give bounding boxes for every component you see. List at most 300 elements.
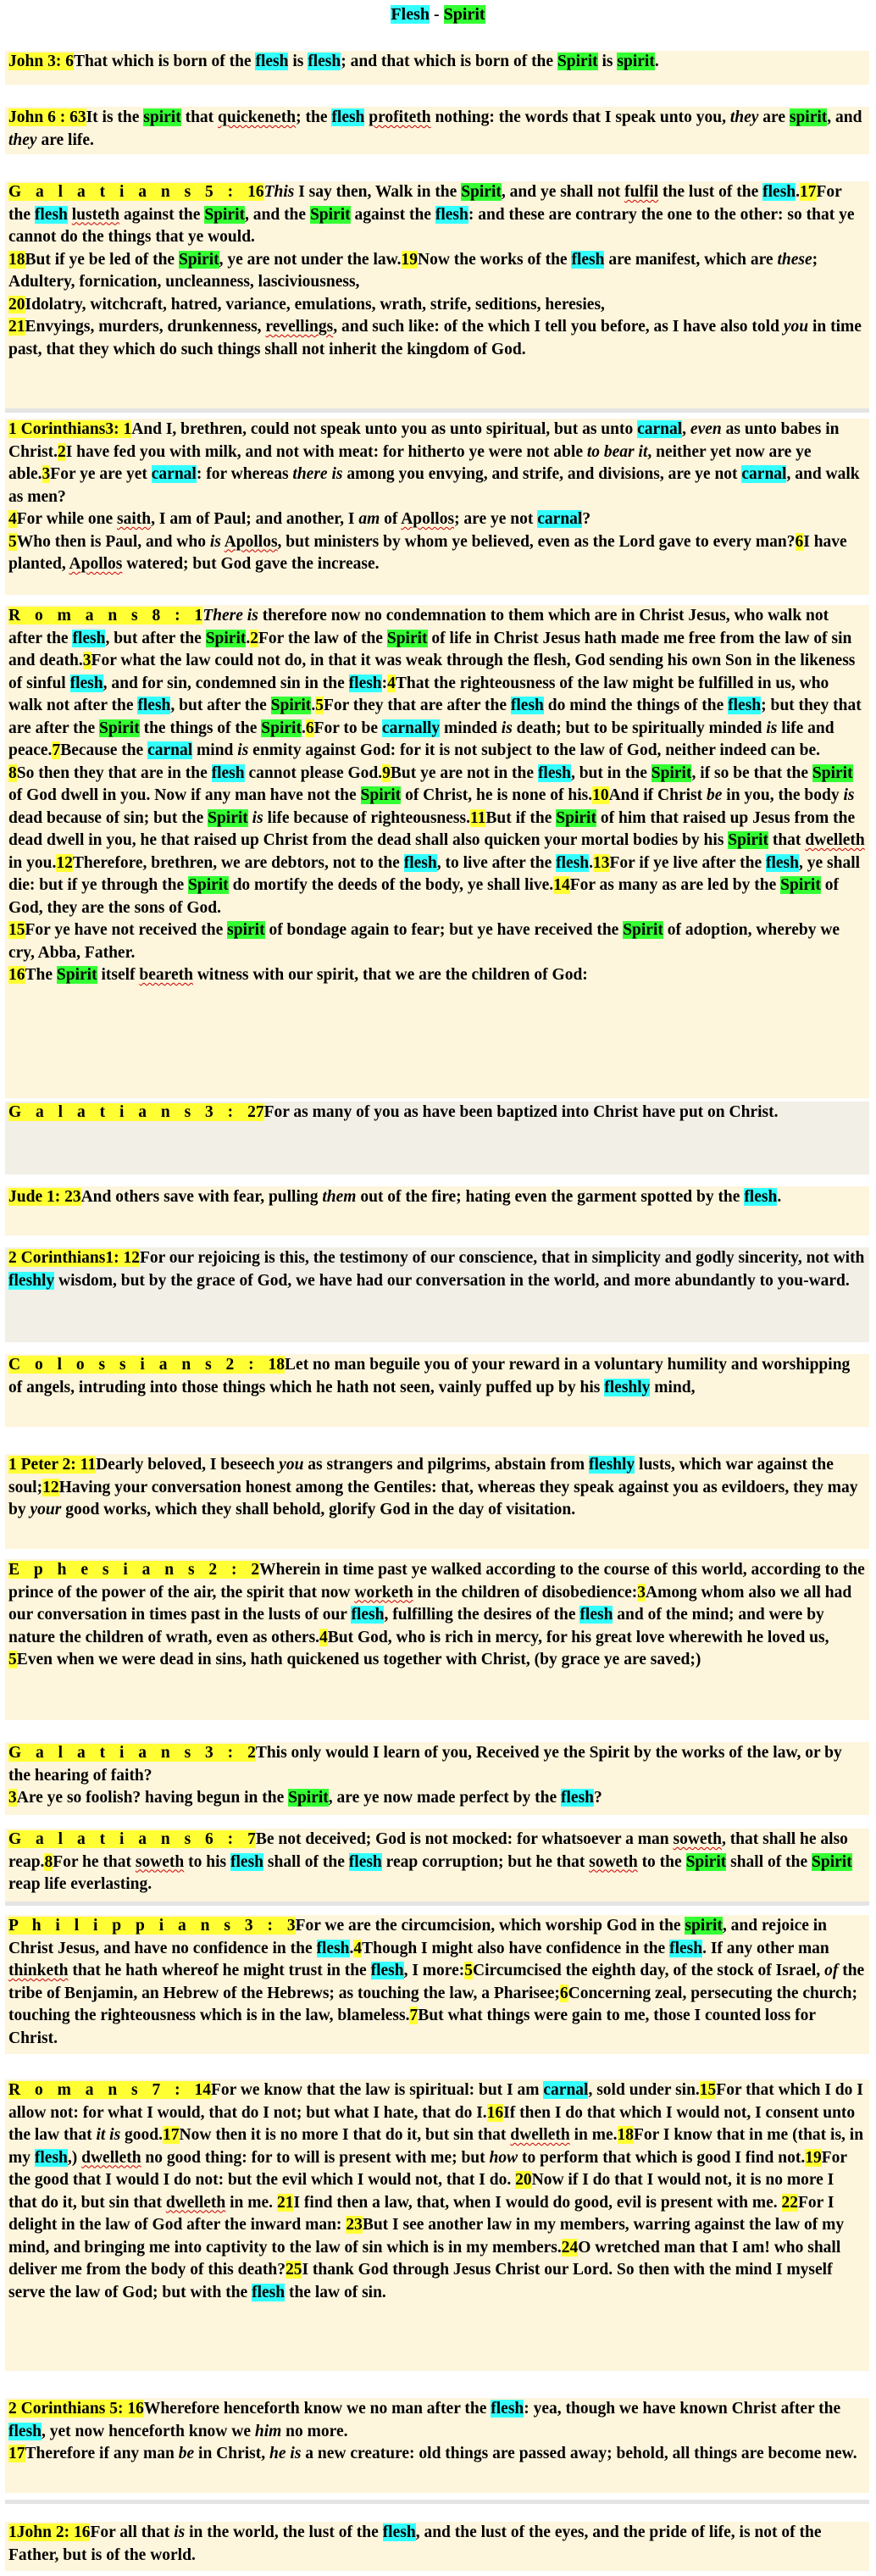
verse-number: 18 [617,2126,635,2144]
verse-text: Even when we were dead in sins, hath quickened us together with Christ, (by grace ye are saved;) [16,1651,701,1668]
spirit-highlight: Spirit [623,921,663,939]
passage-rom8 [5,605,869,1098]
verse-text: of adoption, whereby we cry, Abba, Father. [8,921,840,962]
spirit-highlight: Spirit [812,1852,852,1871]
flesh-highlight: flesh [252,2283,286,2301]
verse-text: watered; but God gave the increase. [122,555,380,573]
italic-word: is [209,532,221,551]
verse-number: 11 [80,1456,97,1474]
verse-text: : [381,674,388,692]
passage-paragraph [8,2522,866,2567]
verse-text: is [597,53,618,70]
passage-paragraph [8,508,866,531]
title-spirit: Spirit [443,5,485,24]
verse-text: And others save with fear, pulling [80,1188,323,1206]
verse-number: 17 [163,2126,180,2144]
verse-text: , and for sin, condemned sin in the [103,674,349,692]
underlined-word: dwelleth [81,2148,141,2167]
verse-text: to perform that which is good I find not. [518,2148,806,2167]
verse-text: , and such like: of the which I tell you before, as I have also told [333,318,784,336]
verse-text: For I delight in the law of God after the inward man: [8,2193,834,2234]
flesh-highlight: flesh [669,1939,703,1957]
verse-text: in the world, the lust of the [185,2523,383,2541]
verse-text: are manifest, which are [604,250,778,269]
verse-text: a new creature: old things are passed away; behold, all things are become new. [301,2445,857,2462]
verse-number: 4 [319,1628,328,1646]
spirit-highlight: Spirit [728,831,768,849]
verse-number: 20 [515,2171,532,2189]
verse-number: 8 [8,763,17,782]
verse-text: good. [120,2126,164,2144]
verse-text: of Christ, he is none of his. [401,786,593,804]
verse-text: Are ye so foolish? having begun in the [16,1789,289,1807]
verse-text: and of the mind; and were by nature the children of wrath, even as others. [8,1606,824,1646]
verse-text: This only would I learn of you, Received ye the Spirit by the works of the law, or by the hearing of faith? [8,1744,842,1785]
verse-text: , but after the [105,629,206,647]
underlined-word: lusteth [71,205,120,224]
passage-paragraph [8,1559,866,1649]
spirit-highlight: Spirit [557,53,598,70]
verse-text: It is the [86,108,144,126]
italic-word: am [358,510,380,528]
italic-word: your [30,1501,62,1518]
flesh-highlight: fleshly [589,1456,635,1474]
verse-text: . [796,183,800,201]
verse-number: 2 [251,1561,260,1579]
verse-text: in you, the body [722,786,844,804]
verse-text: For that which I do I allow not: for what I would, that do I not; but what I hate, that do I. [8,2081,863,2122]
verse-text: For ye have not received the [25,921,228,939]
verse-number: 18 [8,250,25,269]
spirit-highlight: Spirit [780,876,821,894]
verse-text: Now if I do that I would not, it is no more I that do it, but sin that [8,2171,834,2212]
passage-paragraph [8,249,866,294]
passage-paragraph [8,181,866,249]
underlined-word: quickeneth [218,108,297,126]
verse-text: no good thing: for to will is present with me; but [141,2148,490,2167]
verse-text: For he that [53,1852,136,1871]
spirit-highlight: Spirit [270,697,312,714]
verse-text: , I more: [403,1962,465,1979]
spirit-highlight: spirit [617,53,655,70]
passage-paragraph [8,1787,866,1810]
verse-number: 27 [247,1103,264,1121]
verse-text: do mortify the deeds of the body, ye shall live. [228,876,554,894]
verse-text: life because of righteousness. [263,808,470,827]
spirit-highlight: spirit [227,921,265,939]
verse-number: 3 [82,652,91,669]
verse-text: I have planted, [8,532,847,573]
verse-text: Concerning zeal, persecuting the church; touching the righteousness which is in the law, blameless. [8,1984,858,2024]
verse-text: minded [440,719,502,737]
verse-text: Wherefore henceforth know we no man after the [143,2400,491,2418]
verse-text: in time past, that they which do such things shall not inherit the kingdom of God. [8,318,862,358]
flesh-highlight: flesh [435,205,468,224]
underlined-word: thinketh [8,1962,69,1979]
verse-text: wisdom, but by the grace of God, we have had our conversation in the world, and more abundantly to you-ward. [54,1271,850,1290]
verse-text: witness with our spirit, that we are the children of God: [192,966,588,984]
flesh-highlight: flesh [211,763,245,782]
verse-text: ; Adultery, fornication, uncleanness, lasciviousness, [8,250,818,291]
verse-text: , but in the [570,763,651,782]
verse-reference: C o l o s s i a n s 2 : [8,1356,269,1374]
flesh-highlight: flesh [8,2422,42,2440]
italic-word: is [237,741,249,759]
passage-paragraph [8,1247,866,1292]
verse-text: Among whom also we all had our conversation in times past in the lusts of our [8,1583,852,1624]
verse-text: Therefore, brethren, we are debtors, not to the [72,853,404,872]
verse-text: , are ye now made perfect by the [328,1789,561,1807]
verse-text: : for whereas [196,465,293,483]
flesh-highlight: flesh [348,1852,382,1871]
verse-text: mind, [650,1378,696,1396]
italic-word: is [843,786,855,804]
verse-text: So then they that are in the [16,763,212,782]
verse-reference: 2 Corinthians 5: [8,2400,128,2418]
italic-word: there is [292,465,343,483]
flesh-highlight: carnal [543,2081,589,2099]
verse-text: as strangers and pilgrims, abstain from [303,1456,589,1474]
verse-number: 16 [127,2400,144,2418]
verse-number: 7 [247,1830,256,1848]
verse-text: Though I might also have confidence in the [362,1939,670,1957]
verse-number: 21 [276,2193,294,2212]
verse-number: 14 [553,876,570,894]
verse-number: 2 [250,629,259,647]
verse-text: But ye are not in the [390,763,538,782]
underlined-word: Apollos [224,532,278,551]
verse-number: 6 [795,532,804,551]
verse-text: ; but they that are after the [8,697,862,737]
verse-text: in Christ, [194,2445,270,2462]
verse-text: out of the fire; hating even the garment spotted by the [356,1188,745,1206]
verse-text: , I am of Paul; and another, I [151,510,359,528]
verse-number: 5 [8,1651,17,1668]
verse-text: But if ye be led of the [25,250,179,269]
spirit-highlight: Spirit [261,719,302,737]
italic-word: This [263,183,295,201]
verse-text: no more. [281,2422,348,2440]
verse-number: 4 [353,1939,363,1957]
italic-word: how [489,2148,518,2167]
verse-number: 19 [805,2148,822,2167]
verse-text: I say then, Walk in the [294,183,462,201]
flesh-highlight: carnally [381,719,441,737]
flesh-highlight: flesh [571,250,605,269]
verse-number: 20 [8,295,25,314]
verse-text: , and the [245,205,310,224]
verse-reference: 1 Peter 2: [8,1456,80,1474]
verse-text: And if Christ [608,786,707,804]
passage-paragraph [8,2398,866,2443]
verse-text: For we are the circumcision, which worship God in the [295,1917,685,1935]
verse-number: 8 [44,1852,53,1871]
verse-number: 9 [382,763,391,782]
verse-text: For as many of you as have been baptized into Christ have put on Christ. [263,1103,779,1121]
verse-text: of God, they are the sons of God. [8,876,839,917]
spirit-highlight: Spirit [178,250,219,269]
flesh-highlight: flesh [403,853,437,872]
flesh-highlight: fleshly [604,1378,651,1396]
verse-text: as unto babes in Christ. [8,420,840,461]
verse-number: 12 [123,1249,140,1267]
spirit-highlight: Spirit [56,966,97,984]
underlined-word: profiteth [369,108,431,126]
verse-text: is [288,53,308,70]
verse-text: For ye are yet [50,465,152,483]
verse-text: in me. [225,2193,277,2212]
verse-text: Because the [60,741,148,759]
italic-word: to bear it [586,442,648,461]
verse-text: . [654,53,659,70]
verse-number: 1 [123,420,132,438]
verse-text: , [682,420,690,438]
passage-col2 [5,1354,869,1427]
verse-text: , and rejoice in Christ Jesus, and have no confidence in the [8,1917,828,1957]
verse-reference: G a l a t i a n s 6 : [8,1830,248,1848]
underlined-word: soweth [135,1852,185,1871]
verse-text: For I know that in me (that is, in my [8,2126,864,2167]
flesh-highlight: flesh [230,1852,264,1871]
passage-paragraph [8,531,866,576]
flesh-highlight: flesh [510,697,544,714]
verse-number: 13 [593,853,610,872]
verse-text: But I see another law in my members, warring against the law of my mind, and bringing me into captivity to the law of sin which is in my members. [8,2216,845,2257]
flesh-highlight: flesh [765,853,799,872]
verse-number: 7 [52,741,61,759]
verse-number: 11 [469,808,486,827]
passage-paragraph [8,919,866,964]
verse-text: of life in Christ Jesus hath made me free from the law of sin and death. [8,629,852,669]
passage-eph2 [5,1559,869,1720]
verse-text: For we know that the law is spiritual: but I am [211,2081,544,2099]
italic-word: even [690,420,722,438]
verse-text: ; the [296,108,332,126]
verse-reference: G a l a t i a n s 3 : [8,1744,248,1762]
passage-paragraph [8,763,866,920]
verse-text: good works, which they shall behold, glorify God in the day of visitation. [61,1501,576,1518]
verse-text: . [301,719,306,737]
verse-text: cannot please God. [244,763,383,782]
verse-number: 2 [57,442,66,461]
verse-text: therefore now no condemnation to them which are in Christ Jesus, who walk not after the [8,607,829,647]
spirit-highlight: Spirit [461,183,502,201]
passage-cor5 [5,2398,869,2493]
verse-text: , yet now henceforth know we [42,2422,255,2440]
underlined-word: dwelleth [510,2126,570,2144]
verse-text: For what the law could not do, in that it was weak through the flesh, God sending his own Son in the likeness of sinful [8,652,856,692]
verse-number: 5 [8,532,17,551]
verse-number: 17 [800,183,817,201]
italic-word: is [501,719,513,737]
spirit-highlight: Spirit [288,1789,329,1807]
flesh-highlight: flesh [370,1962,404,1979]
flesh-highlight: carnal [741,465,787,483]
verse-text: I thank God through Jesus Christ our Lord. So then with the mind I myself serve the law of God; but with the [8,2261,833,2301]
verse-number: 3 [42,465,51,483]
verse-text: are [758,108,790,126]
verse-number: 6 [65,53,74,70]
verse-text: the law of sin. [285,2283,386,2301]
passage-john6 [5,107,869,154]
verse-text: For our rejoicing is this, the testimony of our conscience, that in simplicity and godly sincerity, not with [139,1249,865,1267]
verse-text: , that shall he also reap. [8,1830,848,1871]
underlined-word: Apollos [401,510,455,528]
verse-number: 6 [559,1984,568,2002]
verse-text: The [25,966,57,984]
verse-text: in the children of disobedience: [413,1583,638,1602]
spirit-highlight: Spirit [99,719,140,737]
verse-text: ,) [67,2148,82,2167]
verse-number: 5 [315,697,324,714]
verse-text: in me. [569,2126,618,2144]
verse-text: that he hath whereof he might trust in the [68,1962,371,1979]
flesh-highlight: flesh [331,108,365,126]
verse-text: shall of the [263,1852,349,1871]
flesh-highlight: flesh [348,674,382,692]
verse-number: 17 [8,2445,25,2462]
verse-number: 18 [268,1356,286,1374]
verse-number: 24 [561,2238,579,2257]
verse-reference: G a l a t i a n s 5 : [8,183,248,201]
verse-text: , ye are not under the law. [219,250,402,269]
verse-reference: 1 Corinthians3: [8,420,124,438]
verse-text: that [180,108,219,126]
verse-text: . If any other man [702,1939,829,1957]
verse-text: O wretched man that I am! who shall deliver me from the body of this death? [8,2238,841,2279]
verse-text: And I, brethren, could not speak unto you as unto spiritual, but as unto [131,420,638,438]
verse-number: 15 [699,2081,717,2099]
verse-text: itself [97,966,140,984]
passage-paragraph [8,2079,866,2304]
verse-text: shall of the [726,1852,812,1871]
passage-paragraph [8,1829,866,1896]
verse-text: . [589,853,594,872]
verse-text: , but after the [170,697,271,714]
verse-text: to his [184,1852,231,1871]
flesh-highlight: flesh [69,674,103,692]
verse-text: , if so be that the [691,763,812,782]
italic-word: There is [202,607,258,625]
verse-text: For while one [16,510,118,528]
flesh-highlight: carnal [637,420,683,438]
verse-text: But God, who is rich in mercy, for his great love wherewith he loved us, [327,1628,829,1646]
spirit-highlight: Spirit [309,205,351,224]
flesh-highlight: flesh [316,1939,350,1957]
verse-text: , to live after the [436,853,557,872]
passage-paragraph [8,964,866,987]
verse-text: reap corruption; but he that [381,1852,590,1871]
flesh-highlight: flesh [561,1789,594,1807]
verse-text: . [246,629,251,647]
verse-text: Circumcised the eighth day, of the stock of Israel, [473,1962,825,1979]
spirit-highlight: spirit [685,1917,723,1935]
verse-number: 21 [8,318,25,336]
verse-text: Who then is Paul, and who [16,532,210,551]
flesh-highlight: flesh [34,2148,68,2167]
underlined-word: dwelleth [165,2193,226,2212]
verse-reference: 2 Corinthians1: [8,1249,124,1267]
verse-number: 12 [42,1478,59,1496]
passage-paragraph [8,51,866,74]
flesh-highlight: flesh [137,697,171,714]
passage-rom7 [5,2079,869,2371]
verse-text: , and walk as men? [8,465,860,506]
verse-text: For they that are after the [323,697,511,714]
verse-number: 4 [387,674,396,692]
verse-number: 23 [346,2216,363,2234]
flesh-highlight: carnal [151,465,197,483]
verse-text: Envyings, murders, drunkenness, [25,318,266,336]
passage-paragraph [8,1102,866,1124]
verse-text: in you. [8,853,57,872]
verse-number: 19 [401,250,419,269]
italic-word: you [279,1456,304,1474]
verse-number: 7 [409,2007,419,2024]
verse-number: 16 [247,183,264,201]
passage-paragraph [8,2443,866,2466]
spirit-highlight: Spirit [205,629,247,647]
italic-word: you [783,318,809,336]
verse-text: , fulfilling the desires of the [384,1606,580,1624]
verse-text: Dearly beloved, I beseech [96,1456,280,1474]
verse-text: . [777,1188,782,1206]
spirit-highlight: Spirit [360,786,402,804]
verse-number: 3 [8,1789,17,1807]
italic-word: he is [269,2445,302,2462]
verse-text: For all that [90,2523,175,2541]
flesh-highlight: fleshly [8,1271,55,1290]
spirit-highlight: Spirit [204,205,245,224]
verse-reference: E p h e s i a n s 2 : [8,1561,252,1579]
flesh-highlight: flesh [72,629,106,647]
passage-cor1 [5,1247,869,1342]
flesh-highlight: flesh [491,2400,524,2418]
flesh-highlight: flesh [255,53,289,70]
verse-text: ? [594,1789,602,1807]
verse-number: 16 [486,2103,504,2122]
verse-number: 22 [781,2193,798,2212]
flesh-highlight: flesh [556,853,590,872]
verse-number: 14 [194,2081,212,2099]
flesh-highlight: flesh [537,763,571,782]
verse-text: that [768,831,806,849]
verse-text: I find then a law, that, when I would do good, evil is present with me. [293,2193,782,2212]
italic-word: is [252,808,263,827]
verse-text: , sold under sin. [588,2081,700,2099]
passage-paragraph [8,294,866,317]
verse-text: do mind the things of the [543,697,729,714]
verse-text: : yea, though we have known Christ after the [524,2400,841,2418]
italic-word: of [824,1962,839,1979]
verse-text: . [311,697,316,714]
underlined-word: beareth [139,966,193,984]
spirit-highlight: spirit [789,108,828,126]
passage-jude1 [5,1186,869,1235]
spirit-highlight: Spirit [188,876,229,894]
verse-text: among you envying, and strife, and divisions, are ye not [342,465,742,483]
verse-number: 3 [637,1583,646,1602]
verse-text: Be not deceived; God is not mocked: for whatsoever a man [255,1830,674,1848]
flesh-highlight: flesh [762,183,796,201]
italic-word: him [254,2422,282,2440]
verse-text: dead because of sin; but the [8,808,208,827]
passage-paragraph [8,1186,866,1209]
verse-text: For as many as are led by the [569,876,781,894]
passage-paragraph [8,419,866,508]
verse-text: For the [8,183,842,224]
underlined-word: soweth [589,1852,638,1871]
